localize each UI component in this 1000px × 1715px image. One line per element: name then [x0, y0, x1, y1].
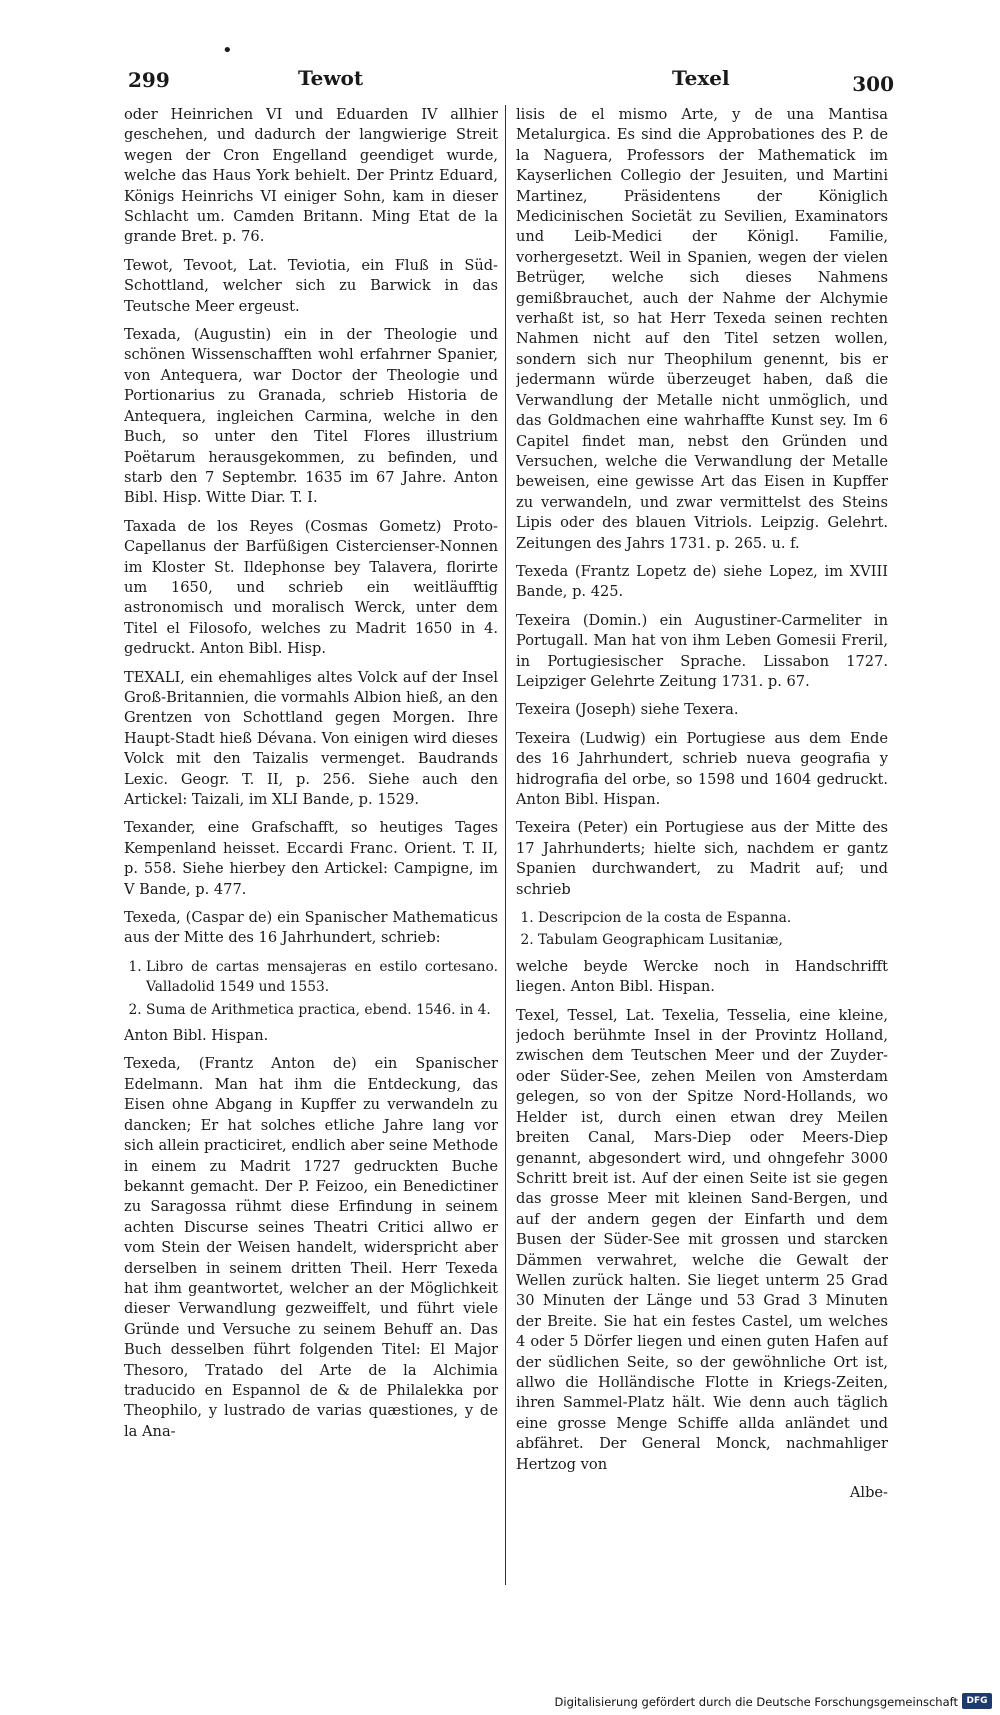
paragraph: Texeira (Peter) ein Portugiese aus der Mitte des 17 Jahrhunderts; hielte sich, nachdem er gantz Spanien durchwandert, zu Madrit auf; und schrieb — [516, 819, 888, 898]
list-item: 1. Libro de cartas mensajeras en estilo cortesano. Valladolid 1549 und 1553. — [146, 957, 498, 998]
paragraph: Texeira (Ludwig) ein Portugiese aus dem Ende des 16 Jahrhundert, schrieb nueva geografia y hidrografia del orbe, so 1598 und 1604 gedruckt. Anton Bibl. Hispan. — [516, 729, 888, 808]
paragraph: Texeira (Domin.) ein Augustiner-Carmeliter in Portugall. Man hat von ihm Leben Gomesii Freril, in Portugiesischer Sprache. Lissabon 1727. Leipziger Gelehrte Zeitung 1731. p. 67. — [516, 611, 888, 690]
running-header — [118, 62, 894, 102]
paragraph: Texada, (Augustin) ein in der Theologie und schönen Wissenschafften wohl erfahrner Spanier, von Antequera, war Doctor der Theologie und Portionarius zu Granada, schrieb Historia de Antequera, ingleichen Carmina, welche in den Buch, so unter den Titel Flores illustrium Poëtarum herausgekommen, zu befinden, und starb den 7 Septembr. 1635 im 67 Jahre. Anton Bibl. Hisp. Witte Diar. T. I. — [124, 326, 498, 507]
list-item: 2. Suma de Arithmetica practica, ebend. 1546. in 4. — [146, 1000, 498, 1020]
paragraph: Texeira (Joseph) siehe Texera. — [516, 701, 739, 719]
headword-right: Texel — [672, 66, 730, 90]
numbered-list — [538, 908, 888, 951]
headword-left: Tewot — [298, 66, 364, 90]
footer-credit: Digitalisierung gefördert durch die Deutsche Forschungsgemeinschaft — [554, 1695, 958, 1709]
paragraph: Texeda, (Caspar de) ein Spanischer Mathematicus aus der Mitte des 16 Jahrhundert, schrieb: — [124, 909, 498, 947]
digitization-footer — [0, 1690, 1000, 1715]
paragraph: lisis de el mismo Arte, y de una Mantisa Metalurgica. Es sind die Approbationes des P. de la Naguera, Professors der Mathematick im Kayserlichen Collegio der Jesuiten, und Martini Martinez, Präsidentens der Königlich Medicinischen Societät zu Sevilien, Examinators und Leib-Medici der Königl. Familie, vorhergesetzt. Weil in Spanien, wegen der vielen Betrüger, welche sich dieses Nahmens gemißbrauchet, auch der Nahme der Alchymie verhaßt ist, so hat Herr Texeda seinen rechten Nahmen nicht auf den Titel setzen wollen, sondern sich nur Theophilum genennt, bis er jedermann würde überzeuget haben, daß die Verwandlung der Metalle nicht unmöglich, und das Goldmachen eine wahrhaffte Kunst sey. Im 6 Capitel findet man, nebst den Gründen und Versuchen, welche die Verwandlung der Metalle beweisen, eine gewisse Art das Eisen in Kupffer zu verwandeln, und zwar vermittelst des Steins Lipis oder des blauen Vitriols. Leipzig. Gelehrt. Zeitungen des Jahrs 1731. p. 265. u. f. — [516, 106, 888, 552]
paragraph: Tewot, Tevoot, Lat. Teviotia, ein Fluß in Süd-Schottland, welcher sich zu Barwick in das Teutsche Meer ergeust. — [124, 256, 498, 315]
right-column — [516, 105, 888, 1575]
left-column — [124, 105, 498, 1565]
paragraph: welche beyde Wercke noch in Handschrifft liegen. Anton Bibl. Hispan. — [516, 957, 888, 996]
list-item: 1. Descripcion de la costa de Espanna. — [538, 908, 888, 928]
dfg-logo: DFG — [962, 1693, 992, 1709]
paragraph: Texeda (Frantz Lopetz de) siehe Lopez, im XVIII Bande, p. 425. — [516, 562, 888, 601]
column-divider — [505, 105, 506, 1585]
paragraph: TEXALI, ein ehemahliges altes Volck auf der Insel Groß-Britannien, die vormahls Albion hieß, an den Grentzen von Schottland gegen Morgen. Ihre Haupt-Stadt hieß Dévana. Von einigen wird dieses Volck mit den Taizalis vermenget. Baudrands Lexic. Geogr. T. II, p. 256. Siehe auch den Artickel: Taizali, im XLI Bande, p. 1529. — [124, 668, 498, 808]
paragraph: Anton Bibl. Hispan. — [124, 1027, 269, 1045]
catchword: Albe- — [849, 1484, 888, 1501]
numbered-list — [146, 957, 498, 1020]
paragraph: Texander, eine Grafschafft, so heutiges Tages Kempenland heisset. Eccardi Franc. Orient. T. II, p. 558. Siehe hierbey den Artickel: Campigne, im V Bande, p. 477. — [124, 819, 498, 898]
paragraph: oder Heinrichen VI und Eduarden IV allhier geschehen, und dadurch der langwierige Streit wegen der Cron Engelland geendiget wurde, welche das Haus York behielt. Der Printz Eduard, Königs Heinrichs VI einiger Sohn, kam in dieser Schlacht um. Camden Britann. Ming Etat de la grande Bret. p. 76. — [124, 106, 498, 246]
list-item: 2. Tabulam Geographicam Lusitaniæ, — [538, 930, 888, 950]
paragraph: Taxada de los Reyes (Cosmas Gometz) Proto-Capellanus der Barfüßigen Cistercienser-Nonnen im Kloster St. Ildephonse bey Talavera, florirte um 1650, und schrieb ein weitläufftig astronomisch und moralisch Werck, unter dem Titel el Filosofo, welches zu Madrit 1650 in 4. gedruckt. Anton Bibl. Hisp. — [124, 517, 498, 658]
page-number-right: 300 — [852, 72, 894, 96]
page-number-left: 299 — [128, 68, 170, 92]
paragraph: Texel, Tessel, Lat. Texelia, Tesselia, eine kleine, jedoch berühmte Insel in der Provintz Holland, zwischen dem Teutschen Meer und der Zuyder- oder Süder-See, zehen Meilen von Amsterdam gelegen, so von der Spitze Nord-Hollands, wo Helder ist, durch einen etwan drey Meilen breiten Canal, Mars-Diep oder Meers-Diep genannt, abgesondert wird, und ohngefehr 3000 Schritt breit ist. Auf der einen Seite ist sie gegen das grosse Meer mit kleinen Sand-Bergen, und auf der andern gegen der Einfarth und dem Busen der Süder-See mit grossen und starcken Dämmen verwahret, welche die Gewalt der Wellen zurück halten. Sie lieget unterm 25 Grad 30 Minuten der Länge und 53 Grad 3 Minuten der Breite. Sie hat ein festes Castel, um welches 4 oder 5 Dörfer liegen und einen guten Hafen auf der südlichen Seite, so der gewöhnliche Ort ist, allwo die Holländische Flotte in Kriegs-Zeiten, ihren Sammel-Platz hält. Wie denn auch täglich eine grosse Menge Schiffe allda anländet und abfähret. Der General Monck, nachmahliger Hertzog von — [516, 1006, 888, 1473]
paragraph: Texeda, (Frantz Anton de) ein Spanischer Edelmann. Man hat ihm die Entdeckung, das Eisen ohne Abgang in Kupffer zu verwandeln zu dancken; Er hat solches etliche Jahre lang vor sich allein practiciret, endlich aber seine Methode in einem zu Madrit 1727 gedruckten Buche bekannt gemacht. Der P. Feizoo, ein Benedictiner zu Saragossa rühmt diese Erfindung in seinem achten Discurse seines Theatri Critici allwo er vom Stein der Weisen handelt, widerspricht aber derselben in seinem dritten Theil. Herr Texeda hat ihm geantwortet, welcher an der Möglichkeit dieser Verwandlung gezweiffelt, und führt viele Gründe und Versuche zu seinem Behuff an. Das Buch desselben führt folgenden Titel: El Major Thesoro, Tratado del Arte de la Alchimia traducido en Espannol de & de Philalekka por Theophilo, y lustrado de varias quæstiones, y de la Ana- — [124, 1055, 498, 1440]
printer-mark: • — [222, 40, 233, 61]
